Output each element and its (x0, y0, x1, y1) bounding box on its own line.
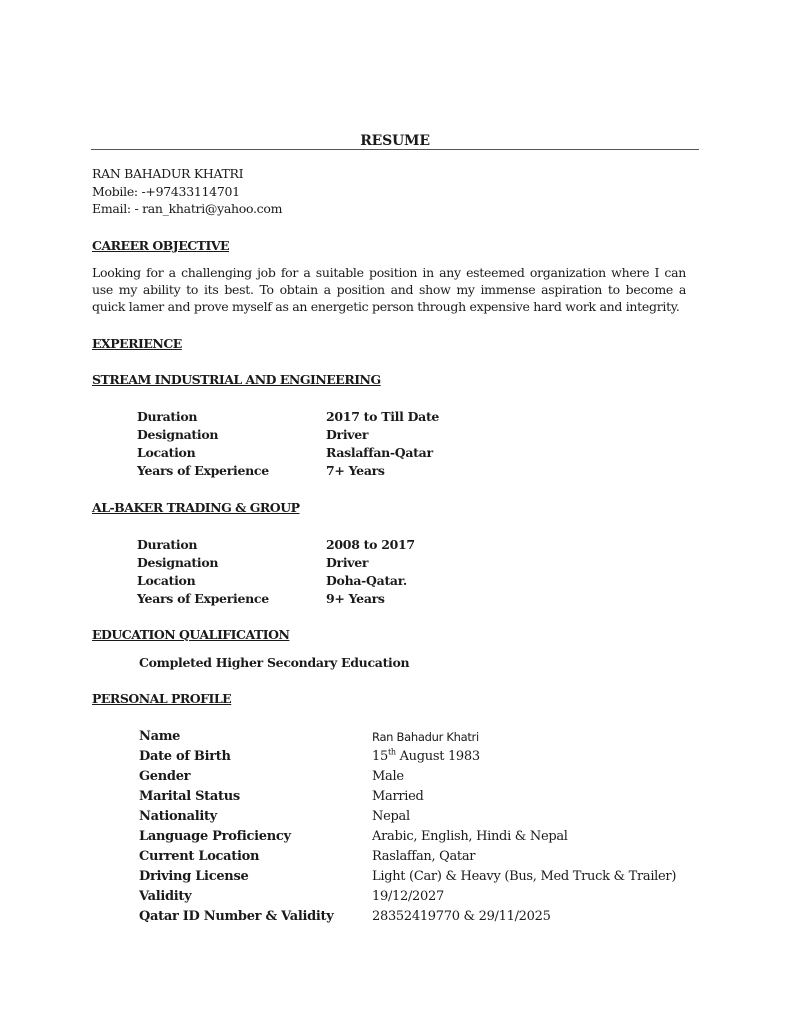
profile-value: Nepal (372, 809, 410, 824)
job-value: Driver (326, 555, 369, 570)
job-company: STREAM INDUSTRIAL AND ENGINEERING (92, 372, 381, 387)
education-text: Completed Higher Secondary Education (139, 655, 410, 670)
job-value: Doha-Qatar. (326, 573, 407, 588)
profile-label: Nationality (139, 809, 217, 824)
job-label: Years of Experience (137, 463, 269, 478)
profile-value: Male (372, 769, 404, 784)
experience-heading: EXPERIENCE (92, 336, 182, 351)
job-value: Driver (326, 427, 369, 442)
job-label: Designation (137, 555, 219, 570)
profile-value-dob (372, 747, 480, 767)
job-label: Location (137, 573, 196, 588)
job-value: 9+ Years (326, 591, 385, 606)
profile-label: Name (139, 729, 181, 744)
profile-value: Married (372, 789, 424, 804)
dob-suffix: th (387, 747, 396, 757)
job-label: Duration (137, 409, 198, 424)
profile-label: Current Location (139, 849, 260, 864)
personal-profile-heading: PERSONAL PROFILE (92, 691, 232, 706)
job-label: Years of Experience (137, 591, 269, 606)
job-label: Designation (137, 427, 219, 442)
job-label: Duration (137, 537, 198, 552)
job-company: AL-BAKER TRADING & GROUP (92, 500, 300, 515)
profile-value: 19/12/2027 (372, 889, 444, 904)
job-value: 2008 to 2017 (326, 537, 415, 552)
profile-value: Ran Bahadur Khatri (372, 730, 479, 744)
profile-value: Raslaffan, Qatar (372, 849, 476, 864)
profile-label: Validity (139, 889, 192, 904)
job-label: Location (137, 445, 196, 460)
profile-label: Gender (139, 769, 191, 784)
job-value: Raslaffan-Qatar (326, 445, 433, 460)
title-row (91, 133, 699, 150)
profile-value: Light (Car) & Heavy (Bus, Med Truck & Trailer) (372, 869, 677, 884)
dob-day: 15 (372, 749, 388, 764)
job-value: 7+ Years (326, 463, 385, 478)
profile-value: 28352419770 & 29/11/2025 (372, 909, 551, 924)
contact-mobile: Mobile: -+97433114701 (92, 184, 240, 199)
contact-email: Email: - ran_khatri@yahoo.com (92, 201, 283, 216)
education-heading: EDUCATION QUALIFICATION (92, 627, 290, 642)
career-objective-heading: CAREER OBJECTIVE (92, 238, 230, 253)
profile-label: Marital Status (139, 789, 240, 804)
job-value: 2017 to Till Date (326, 409, 440, 424)
career-objective-text: Looking for a challenging job for a suitable position in any esteemed organization where I can use my ability to its best. To obtain a position and show my immense aspiration to become a quick lamer and prove myself as an energetic person through expensive hard work and integrity. (92, 265, 686, 314)
profile-label: Driving License (139, 869, 249, 884)
profile-value: Arabic, English, Hindi & Nepal (372, 829, 568, 844)
page-title: RESUME (360, 133, 430, 149)
dob-rest: August 1983 (395, 749, 480, 764)
profile-label: Language Proficiency (139, 829, 291, 844)
profile-label: Date of Birth (139, 749, 231, 764)
contact-name: RAN BAHADUR KHATRI (92, 166, 244, 181)
profile-label: Qatar ID Number & Validity (139, 909, 334, 924)
